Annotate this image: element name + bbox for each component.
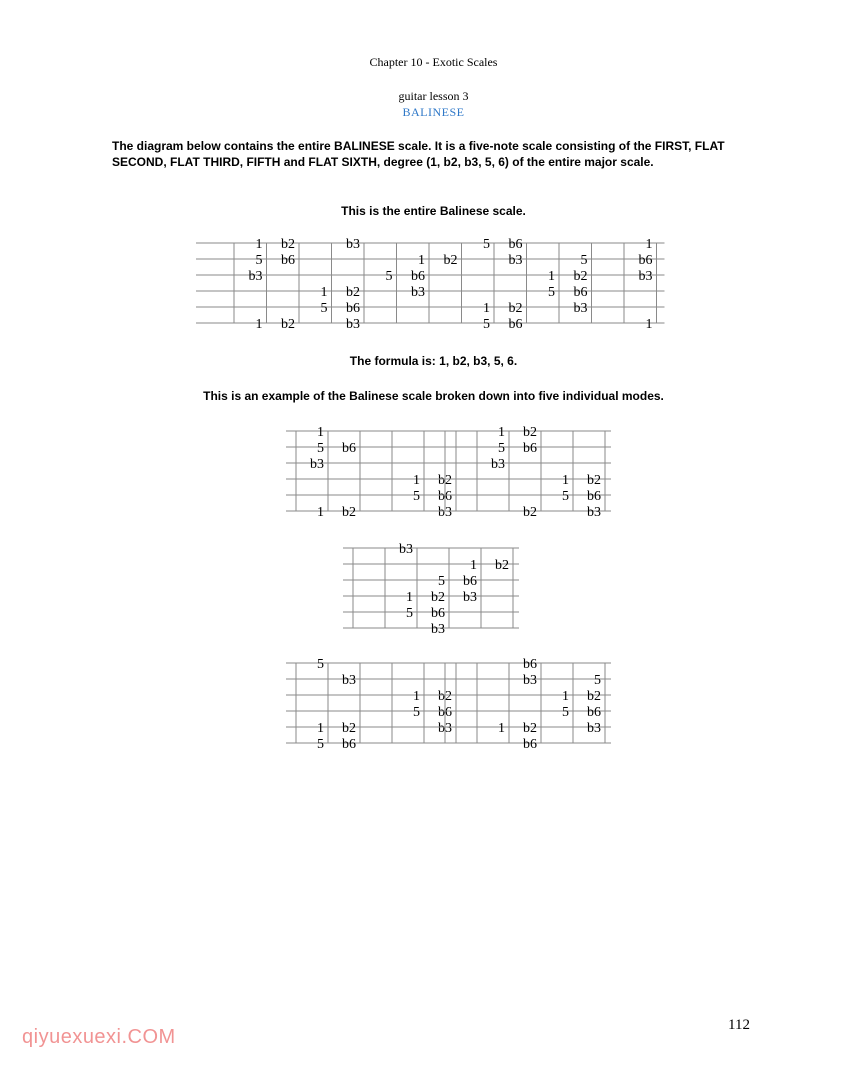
scale-note: b3 <box>346 317 360 332</box>
scale-note: b6 <box>342 441 356 456</box>
scale-note: b3 <box>523 673 537 688</box>
fretboard-mode-1 <box>286 424 452 520</box>
scale-note: b2 <box>431 590 445 605</box>
scale-note: 5 <box>580 253 588 268</box>
scale-note: b3 <box>573 301 588 316</box>
scale-note: 5 <box>594 673 601 688</box>
scale-note: b2 <box>523 721 537 736</box>
chapter-title: Chapter 10 - Exotic Scales <box>369 55 498 69</box>
scale-note: b2 <box>342 721 356 736</box>
scale-note: 1 <box>498 721 505 736</box>
scale-note: 1 <box>498 425 505 440</box>
fretboard-mode-4 <box>286 656 452 752</box>
scale-note: b6 <box>638 253 653 268</box>
page-number: 112 <box>728 1017 750 1033</box>
lesson-title: guitar lesson 3 <box>398 89 469 103</box>
scale-note: b3 <box>431 622 445 637</box>
scale-note: b3 <box>310 457 324 472</box>
scale-note: 1 <box>645 237 653 252</box>
caption-formula: The formula is: 1, b2, b3, 5, 6. <box>349 354 518 368</box>
scale-note: 1 <box>645 317 653 332</box>
scale-note: 1 <box>470 558 477 573</box>
scale-note: 1 <box>406 590 413 605</box>
scale-note: b6 <box>573 285 588 300</box>
scale-note: 5 <box>317 657 324 672</box>
scale-note: 1 <box>317 505 324 520</box>
scale-note: 5 <box>406 606 413 621</box>
scale-note: b6 <box>346 301 360 316</box>
scale-note: b2 <box>443 253 458 268</box>
scale-note: b2 <box>281 317 295 332</box>
scale-note: b2 <box>523 505 537 520</box>
scale-note: 1 <box>562 473 569 488</box>
scale-note: b6 <box>438 705 452 720</box>
fretboard-entire <box>196 236 676 336</box>
scale-note: b2 <box>346 285 360 300</box>
scale-note: b6 <box>508 237 523 252</box>
fretboard-mode-5 <box>435 656 601 752</box>
scale-note: b6 <box>508 317 523 332</box>
scale-note: 1 <box>413 473 420 488</box>
scale-note: 5 <box>483 237 490 252</box>
scale-note: 1 <box>317 721 324 736</box>
scale-note: 5 <box>413 489 420 504</box>
scale-note: 1 <box>562 689 569 704</box>
scale-note: b6 <box>411 269 425 284</box>
scale-note: b3 <box>587 721 601 736</box>
scale-note: 5 <box>562 489 569 504</box>
scale-note: b6 <box>431 606 445 621</box>
caption-entire-scale: This is the entire Balinese scale. <box>341 204 526 218</box>
watermark-logo: qiyuexuexi.COM <box>22 1026 176 1048</box>
scale-note: b2 <box>508 301 523 316</box>
scale-note: 1 <box>548 269 555 284</box>
caption-modes: This is an example of the Balinese scale broken down into five individual modes. <box>203 389 664 403</box>
scale-note: b3 <box>346 237 360 252</box>
intro-paragraph: The diagram below contains the entire BALINESE scale. It is a five-note scale consisting of the FIRST, FLAT SECOND, FLAT THIRD, FIFTH and FLAT SIXTH, degree (1, b2, b3, 5, 6) of the entire major scale. <box>112 139 725 169</box>
scale-note: 1 <box>255 317 263 332</box>
scale-note: b3 <box>508 253 523 268</box>
fretboard-mode-2 <box>435 424 601 520</box>
scale-note: 1 <box>418 253 425 268</box>
scale-note: 1 <box>255 237 263 252</box>
scale-note: b6 <box>587 705 601 720</box>
scale-note: 5 <box>548 285 555 300</box>
scale-note: 1 <box>317 425 324 440</box>
scale-note: b2 <box>342 505 356 520</box>
scale-note: 1 <box>483 301 490 316</box>
scale-note: b2 <box>438 689 452 704</box>
fretboard-mode-3 <box>343 541 523 637</box>
scale-note: b3 <box>342 673 356 688</box>
scale-note: b2 <box>495 558 509 573</box>
scale-note: 5 <box>413 705 420 720</box>
scale-note: 5 <box>498 441 505 456</box>
scale-note: 5 <box>562 705 569 720</box>
scale-note: b2 <box>573 269 588 284</box>
scale-note: b3 <box>438 505 452 520</box>
scale-note: b3 <box>248 269 263 284</box>
scale-note: b3 <box>491 457 505 472</box>
scale-note: b2 <box>587 473 601 488</box>
scale-note: b3 <box>463 590 477 605</box>
scale-note: b6 <box>523 737 537 752</box>
scale-note: b3 <box>638 269 653 284</box>
scale-note: 1 <box>320 285 328 300</box>
scale-note: b3 <box>587 505 601 520</box>
scale-note: b2 <box>438 473 452 488</box>
scale-note: 5 <box>317 441 324 456</box>
scale-note: b6 <box>438 489 452 504</box>
scale-note: b6 <box>523 441 537 456</box>
scale-note: b2 <box>587 689 601 704</box>
scale-note: 5 <box>438 574 445 589</box>
scale-note: b2 <box>281 237 295 252</box>
scale-note: b6 <box>342 737 356 752</box>
lesson-subtitle[interactable]: BALINESE <box>402 105 465 119</box>
scale-note: 5 <box>255 253 263 268</box>
scale-note: 5 <box>385 269 393 284</box>
scale-note: 5 <box>483 317 490 332</box>
scale-note: b3 <box>411 285 425 300</box>
scale-note: b6 <box>587 489 601 504</box>
scale-note: 5 <box>320 301 328 316</box>
scale-note: 5 <box>317 737 324 752</box>
scale-note: b3 <box>438 721 452 736</box>
scale-note: b6 <box>463 574 477 589</box>
scale-note: b6 <box>281 253 295 268</box>
scale-note: 1 <box>413 689 420 704</box>
scale-note: b6 <box>523 657 537 672</box>
scale-note: b3 <box>399 542 413 557</box>
scale-note: b2 <box>523 425 537 440</box>
